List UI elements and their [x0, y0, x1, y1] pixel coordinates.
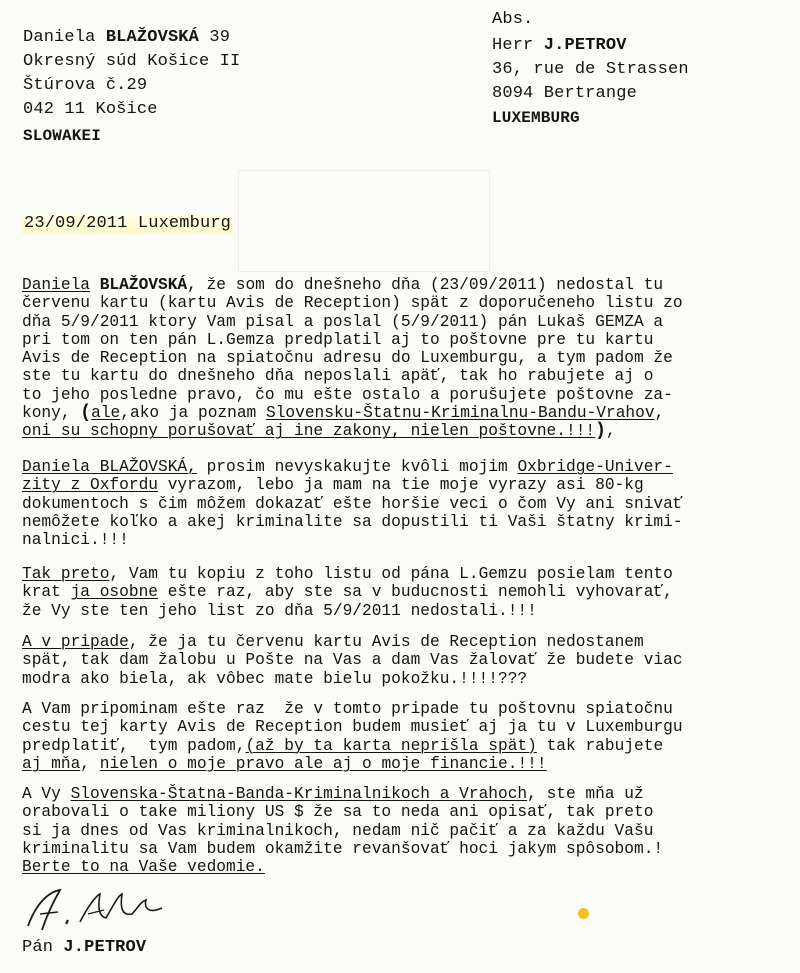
paragraph-line: Daniela BLAŽOVSKÁ, že som do dnešneho dňa (23/09/2011) nedostal tu [22, 276, 664, 294]
paragraph-line: Avis de Reception na spiatočnu adresu do Luxemburgu, a tym padom že [22, 349, 673, 368]
paragraph-line: si ja dnes od Vas kriminalnikoch, nedam nič pačiť a za každu Vašu [22, 821, 654, 840]
paragraph-5 [22, 700, 782, 773]
paragraph-1 [22, 276, 782, 441]
recipient-name-line: Herr J.PETROV [492, 36, 627, 55]
paragraph-line: dokumentoch s čim môžem dokazať ešte horšie veci o čom Vy ani snivať [22, 494, 683, 513]
paragraph-line: dňa 5/9/2011 ktory Vam pisal a poslal (5/9/2011) pán Lukaš GEMZA a [22, 312, 664, 331]
paragraph-line: zity z Oxfordu vyrazom, lebo ja mam na tie moje vyrazy asi 80-kg [22, 476, 644, 495]
highlighter-dot [578, 908, 589, 919]
paragraph-line: to jeho posledne pravo, čo mu ešte ostalo a porušujete poštovne za- [22, 385, 673, 404]
paragraph-line: kriminalitu sa Vam budem okamžite revanšovať hoci jakym spôsobom.! [22, 839, 664, 858]
paragraph-line: aj mňa, nielen o moje pravo ale aj o moje financie.!!! [22, 754, 547, 773]
paragraph-line: A v pripade, že ja tu červenu kartu Avis de Reception nedostanem [22, 633, 644, 651]
paragraph-line: modra ako biela, ak vôbec mate bielu pokožku.!!!!??? [22, 669, 528, 688]
recipient-country: LUXEMBURG [492, 109, 580, 127]
paragraph-3 [22, 565, 782, 620]
recipient-label: Abs. [492, 10, 534, 29]
paragraph-line: ste tu kartu do dnešneho dňa neposlali apäť, tak ho rabujete aj o [22, 367, 654, 386]
sender-name-line: Daniela BLAŽOVSKÁ 39 [23, 28, 231, 47]
paragraph-6 [22, 785, 782, 876]
paragraph-line: A Vam pripominam ešte raz že v tomto pripade tu poštovnu spiatočnu [22, 700, 673, 718]
paragraph-line: kony, (ale,ako ja poznam Slovensku-Štatnu-Kriminalnu-Bandu-Vrahov, [22, 403, 665, 424]
paragraph-line: pri tom on ten pán L.Gemza predplatil aj to poštovne pre tu kartu [22, 330, 654, 349]
paragraph-line: predplatiť, tym padom,(až by ta karta neprišla spät) tak rabujete [22, 736, 664, 755]
paragraph-line: spät, tak dam žalobu u Pošte na Vas a dam Vas žalovať že budete viac [22, 651, 683, 670]
recipient-street: 36, rue de Strassen [492, 60, 689, 79]
sender-street: Štúrova č.29 [23, 76, 148, 95]
sender-court: Okresný súd Košice II [23, 52, 241, 71]
paragraph-line: nemôžete koľko a akej kriminalite sa dopustili ti Vaši štatny krimi- [22, 512, 683, 531]
paragraph-line: červenu kartu (kartu Avis de Reception) spät z doporučeneho listu zo [22, 294, 683, 313]
recipient-city: 8094 Bertrange [492, 84, 637, 103]
date-line: 23/09/2011 Luxemburg [24, 214, 232, 233]
sender-country: SLOWAKEI [23, 127, 102, 145]
paragraph-line: Berte to na Vaše vedomie. [22, 858, 265, 877]
paragraph-2 [22, 458, 782, 549]
paragraph-line: cestu tej karty Avis de Reception budem musieť aj ja tu v Luxemburgu [22, 718, 683, 737]
paragraph-line: Daniela BLAŽOVSKÁ, prosim nevyskakujte kvôli mojim Oxbridge-Univer- [22, 458, 673, 476]
paragraph-4 [22, 633, 782, 688]
paragraph-line: orabovali o take miliony US $ že sa to neda ani opisať, tak preto [22, 803, 654, 822]
paragraph-line: nalnici.!!! [22, 531, 129, 550]
sender-city: 042 11 Košice [23, 100, 158, 119]
paragraph-line: krat ja osobne ešte raz, aby ste sa v buducnosti nemohli vyhovarať, [22, 583, 673, 602]
paragraph-line: že Vy ste ten jeho list zo dňa 5/9/2011 nedostali.!!! [22, 601, 537, 620]
handwritten-signature [22, 884, 172, 934]
paragraph-line: A Vy Slovenska-Štatna-Banda-Kriminalnikoch a Vrahoch, ste mňa už [22, 785, 644, 803]
paragraph-line: oni su schopny porušovať aj ine zakony, nielen poštovne.!!!), [22, 421, 616, 442]
faint-stamp-mark [238, 170, 490, 272]
paragraph-line: Tak preto, Vam tu kopiu z toho listu od pána L.Gemzu posielam tento [22, 565, 673, 583]
closing-signature-name: Pán J.PETROV [22, 938, 147, 957]
